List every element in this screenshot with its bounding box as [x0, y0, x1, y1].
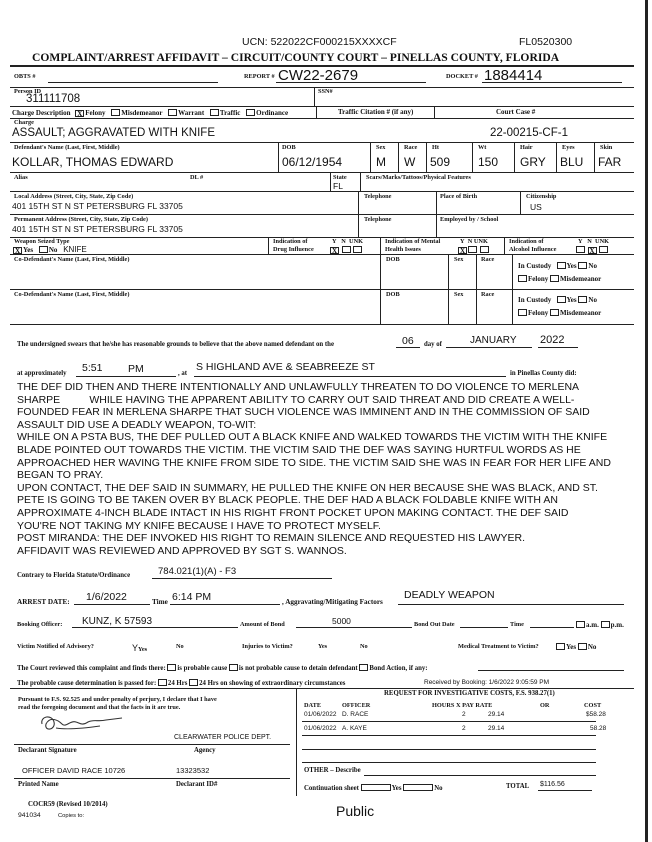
probable-passed: The probable cause determination is passed for: 24 Hrs 24 Hrs on showing of extraordinary circumstances [17, 680, 346, 687]
state-label: State [333, 174, 347, 181]
ucn: UCN: 522022CF000215XXXXCF [242, 36, 397, 48]
weapon-seized-checks: X Yes No KNIFE [14, 245, 87, 255]
advisory-no: No [176, 643, 184, 650]
costs-col-or: OR [540, 702, 550, 709]
codefendant-2-sex-label: Sex [454, 291, 464, 298]
declarant-id: 13323532 [176, 766, 210, 775]
statute-label: Contrary to Florida Statute/Ordinance [17, 572, 131, 579]
arrest-date-label: ARREST DATE: [17, 598, 70, 606]
narrative-line: APPROXIMATE 4-INCH BLADE INTACT IN HIS RIGHT FRONT POCKET UPON MAKING CONTACT. THE DEF SAID [17, 506, 569, 519]
mental-label-2: Health Issues [385, 246, 421, 253]
sworn-day: 06 [402, 335, 414, 347]
hair-label: Hair [520, 144, 533, 151]
alcohol-yn: Y N UNK [578, 238, 610, 245]
scars-label: Scars/Marks/Tattoos/Physical Features [366, 174, 471, 181]
narrative-line: PETE IS GOING TO BE TAKEN OVER BY BLACK PEOPLE. THE DEF HAD A BLACK FOLDABLE KNIFE WITH AN [17, 494, 558, 507]
arrest-time: 6:14 PM [172, 591, 212, 603]
drug-checks: X [330, 246, 363, 254]
mental-label-1: Indication of Mental [385, 238, 441, 245]
docket-label: DOCKET # [446, 73, 478, 80]
injuries-yes: Yes [318, 643, 328, 650]
permanent-address: 401 15TH ST N ST PETERSBURG FL 33705 [12, 224, 183, 234]
citizenship-value: US [530, 202, 542, 212]
sworn-location: S HIGHLAND AVE & SEABREEZE ST [196, 361, 375, 373]
narrative-line: AFFIDAVIT WAS REVIEWED AND APPROVED BY SGT S. WANNOS. [17, 544, 347, 557]
time2-label: Time [510, 621, 524, 628]
total-value: $116.56 [540, 781, 565, 788]
alcohol-label-1: Indication of [509, 238, 544, 245]
narrative-line: BEGAN TO PRAY. [17, 469, 104, 482]
race-value: W [404, 155, 416, 169]
narrative [17, 381, 637, 557]
form-number: 941034 [18, 812, 41, 819]
skin-value: FAR [598, 155, 622, 169]
person-id: 311111708 [26, 93, 81, 105]
costs-col-officer: OFFICER [342, 702, 371, 709]
booking-officer: KUNZ, K 57593 [82, 616, 153, 627]
citation-label: Traffic Citation # (if any) [338, 108, 414, 116]
sex-label: Sex [376, 144, 386, 151]
public-label: Public [336, 803, 375, 819]
ssn-label: SSN# [318, 88, 333, 95]
drug-yn: Y N UNK [332, 238, 364, 245]
report-number: CW22-2679 [278, 67, 359, 84]
advisory-label: Victim Notified of Advisory? [17, 643, 94, 650]
codefendant-2-label: Co-Defendant's Name (Last, First, Middle) [14, 291, 130, 298]
local-address-label: Local Address (Street, City, State, Zip Code) [14, 193, 134, 200]
codefendant-1-label: Co-Defendant's Name (Last, First, Middle) [14, 256, 130, 263]
height-label: Ht [432, 144, 439, 151]
drug-label-2: Drug Influence [273, 246, 314, 253]
received-by-booking: Received by Booking: 1/6/2022 9:05:59 PM [424, 679, 550, 686]
booking-officer-label: Booking Officer: [17, 621, 63, 628]
costs-col-date: DATE [304, 702, 322, 709]
arrest-date: 1/6/2022 [86, 591, 127, 603]
charge-label: Charge [14, 119, 34, 126]
person-id-label: Person ID [14, 88, 42, 95]
dob-value: 06/12/1954 [282, 155, 343, 169]
printed-name: OFFICER DAVID RACE 10726 [22, 766, 126, 775]
county-did-label: in Pinellas County did: [510, 370, 577, 377]
defendant-name-label: Defendant's Name (Last, First, Middle) [14, 144, 120, 151]
permanent-address-label: Permanent Address (Street, City, State, Zip Code) [14, 216, 148, 223]
form-id: COCR59 (Revised 10/2014) [28, 801, 108, 808]
factors-label: , Aggravating/Mitigating Factors [282, 598, 383, 606]
medical-label: Medical Treatment to Victim? [458, 643, 539, 650]
defendant-name: KOLLAR, THOMAS EDWARD [12, 155, 174, 169]
scan-edge [645, 0, 648, 842]
sex-value: M [376, 155, 386, 169]
sworn-month: JANUARY [470, 335, 517, 346]
report-label: REPORT # [244, 73, 275, 80]
birthplace-label: Place of Birth [440, 193, 478, 200]
charge-description-row: Charge Description X Felony Misdemeanor Warrant Traffic Ordinance [12, 109, 289, 118]
at-label: , at [178, 370, 188, 377]
sworn-ampm: PM [128, 363, 144, 375]
codefendant-1-sex-label: Sex [454, 256, 464, 263]
mental-checks: X [458, 246, 490, 254]
citizenship-label: Citizenship [526, 193, 557, 200]
day-of-label: day of [424, 341, 442, 348]
hair-value: GRY [520, 155, 546, 169]
alias-label: Alias [14, 174, 28, 181]
court-case-number: 22-00215-CF-1 [490, 127, 568, 139]
advisory-answer: YYes [132, 643, 148, 653]
race-label: Race [404, 144, 418, 151]
codefendant-2-race-label: Race [481, 291, 495, 298]
mental-yn: Y N UNK [460, 238, 488, 245]
skin-label: Skin [600, 144, 613, 151]
codefendant-1-level: Felony Misdemeanor [518, 275, 601, 283]
ampm-checks: a.m. p.m. [576, 621, 624, 629]
narrative-line: WHILE ON A PSTA BUS, THE DEF PULLED OUT A BLACK KNIFE AND WALKED TOWARDS THE VICTIM WITH THE KNIFE [17, 431, 608, 444]
costs-col-cost: COST [584, 702, 602, 709]
weapon-seized-label: Weapon Seized Type [14, 238, 70, 245]
codefendant-2-dob-label: DOB [386, 291, 400, 298]
narrative-line: YOU'RE NOT TAKING MY KNIFE BECAUSE I HAVE TO PROTECT MYSELF. [17, 519, 381, 532]
signature [36, 710, 126, 734]
costs-title: REQUEST FOR INVESTIGATIVE COSTS, F.S. 938.27(1) [384, 690, 555, 697]
form-title: COMPLAINT/ARREST AFFIDAVIT – CIRCUIT/COUNTY COURT – PINELLAS COUNTY, FLORIDA [32, 51, 560, 64]
narrative-line: ASSAULT DID USE A DEADLY WEAPON, TO-WIT: [17, 418, 257, 431]
narrative-line: FOUNDED FEAR IN MERLENA SHARPE THAT SUCH VIOLENCE WAS IMMINENT AND IN THE COMMISSION OF SAID [17, 406, 590, 419]
codefendant-1-race-label: Race [481, 256, 495, 263]
narrative-line: THE DEF DID THEN AND THERE INTENTIONALLY AND UNLAWFULLY THREATEN TO DO VIOLENCE TO MERLENA [17, 381, 580, 393]
obts-label: OBTS # [14, 73, 36, 80]
codefendant-2-custody: In Custody Yes No [518, 296, 597, 304]
continuation-sheet: Continuation sheet Yes No [304, 785, 443, 792]
narrative-line: APPROACHED HER WAVING THE KNIFE FROM SIDE TO SIDE. THE VICTIM SAID SHE WAS IN FEAR FOR HER LIFE AND [17, 456, 611, 469]
printed-name-label: Printed Name [18, 781, 59, 788]
statute-value: 784.021(1)(A) - F3 [158, 566, 237, 577]
agency-value: CLEARWATER POLICE DEPT. [174, 734, 272, 741]
dob-label: DOB [282, 144, 296, 151]
narrative-line: POST MIRANDA: THE DEF INVOKED HIS RIGHT TO REMAIN SILENCE AND REQUESTED HIS LAWYER. [17, 532, 525, 545]
sworn-time: 5:51 [82, 362, 103, 374]
dl-label: DL # [190, 174, 204, 181]
agency-label: Agency [194, 747, 216, 754]
height-value: 509 [430, 155, 451, 169]
employed-label: Employed by / School [440, 216, 499, 223]
codefendant-1-custody: In Custody Yes No [518, 262, 597, 270]
bond-value: 5000 [332, 616, 351, 626]
drug-label-1: Indication of [273, 238, 308, 245]
sworn-year: 2022 [540, 334, 565, 346]
sworn-lead: The undersigned swears that he/she has reasonable grounds to believe that the above named defendant on the [17, 341, 334, 348]
codefendant-2-level: Felony Misdemeanor [518, 309, 601, 317]
declaration-text-1: Pursuant to F.S. 92.525 and under penalty of perjury, I declare that I have [18, 696, 217, 703]
doc-code: FL0520300 [519, 36, 573, 48]
arrest-time-label: Time [152, 598, 168, 606]
other-describe-label: OTHER – Describe [304, 767, 361, 774]
injuries-label: Injuries to Victim? [242, 643, 293, 650]
telephone-label: Telephone [364, 193, 392, 200]
court-review: The Court reviewed this complaint and finds there: is probable cause is not probable cause to detain defendant Bond Action, if any: [17, 665, 428, 672]
alcohol-label-2: Alcohol Influence [509, 246, 557, 253]
total-label: TOTAL [506, 783, 530, 790]
telephone2-label: Telephone [364, 216, 392, 223]
bond-out-label: Bond Out Date [414, 621, 455, 628]
copies-to: Copies to: [58, 813, 85, 819]
weight-value: 150 [478, 155, 499, 169]
eyes-label: Eyes [562, 144, 575, 151]
weapon-type: KNIFE [63, 245, 87, 254]
narrative-line: UPON CONTACT, THE DEF SAID IN SUMMARY, HE PULLED THE KNIFE ON HER BECAUSE SHE WAS BLACK, AND ST. [17, 481, 598, 494]
codefendant-1-dob-label: DOB [386, 256, 400, 263]
weight-label: Wt [478, 144, 487, 151]
alcohol-checks: X [576, 246, 609, 254]
declaration-text-2: read the foregoing document and that the facts in it are true. [18, 704, 181, 711]
narrative-line: SHARPE WHILE HAVING THE APPARENT ABILITY TO CARRY OUT SAID THREAT AND DID CREATE A WELL- [17, 393, 575, 406]
local-address: 401 15TH ST N ST PETERSBURG FL 33705 [12, 201, 183, 211]
docket-number: 1884414 [484, 67, 543, 84]
costs-col-hours: HOURS X PAY RATE [432, 702, 493, 709]
narrative-line: BLADE POINTED OUT TOWARDS THE VICTIM. THE VICTIM SAID THE DEF WAS SAYING HURTFUL WORDS AS HE [17, 443, 581, 456]
factors-value: DEADLY WEAPON [404, 589, 495, 601]
charge-text: ASSAULT; AGGRAVATED WITH KNIFE [12, 127, 215, 139]
injuries-no: No [360, 643, 368, 650]
eyes-value: BLU [560, 155, 584, 169]
declarant-id-label: Declarant ID# [176, 781, 218, 788]
bond-label: Amount of Bond [240, 621, 285, 628]
court-case-label: Court Case # [496, 108, 536, 116]
state-value: FL [333, 181, 343, 191]
declarant-signature-label: Declarant Signature [18, 747, 77, 754]
approx-label: at approximately [17, 370, 67, 377]
medical-checks: Yes No [556, 643, 596, 651]
